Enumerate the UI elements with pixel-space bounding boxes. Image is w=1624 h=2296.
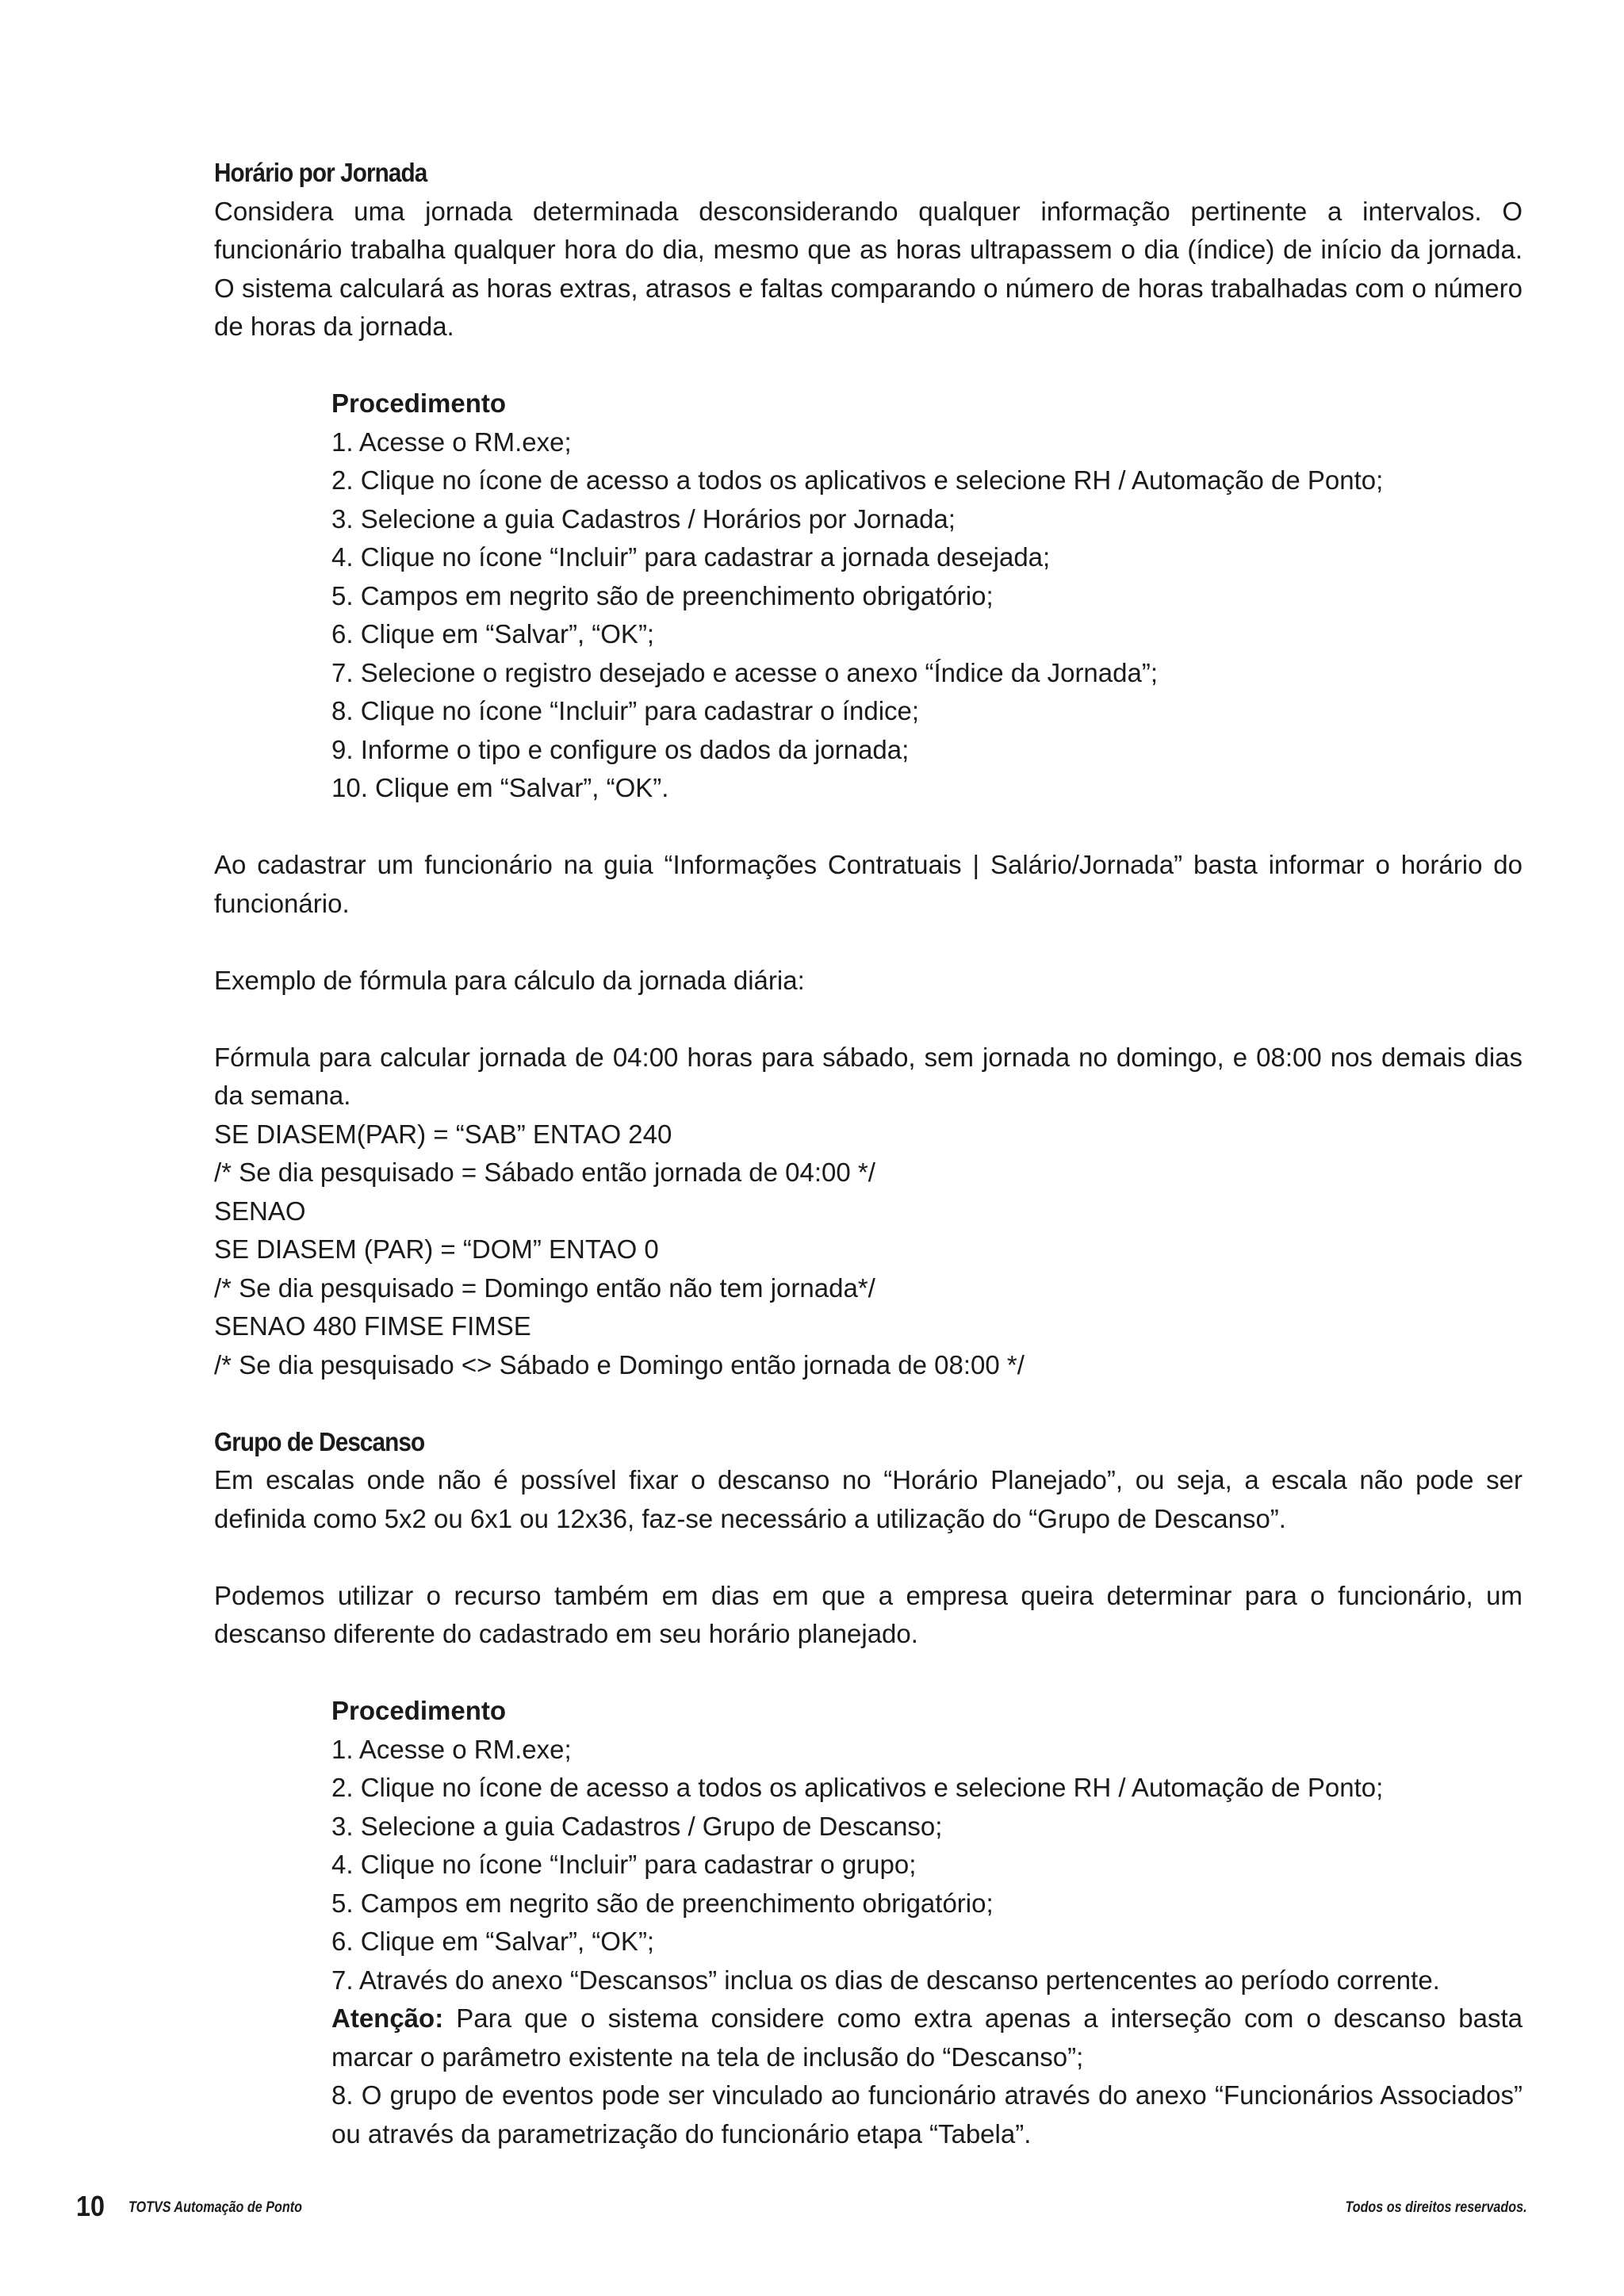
formula-line: SENAO <box>214 1196 306 1226</box>
formula-line: /* Se dia pesquisado = Sábado então jornada de 04:00 */ <box>214 1158 875 1187</box>
procedure-step: 7. Selecione o registro desejado e acesse o anexo “Índice da Jornada”; <box>331 657 1158 687</box>
procedure-step: 6. Clique em “Salvar”, “OK”; <box>331 619 655 649</box>
procedure-step: 1. Acesse o RM.exe; <box>331 427 572 457</box>
section-paragraph: Podemos utilizar o recurso também em dias em que a empresa queira determinar para o funcionário, um descanso diferente do cadastrado em seu horário planejado. <box>214 1580 1522 1648</box>
formula-intro: Fórmula para calcular jornada de 04:00 horas para sábado, sem jornada no domingo, e 08:00 nos demais dias da semana. <box>214 1042 1522 1110</box>
procedure-step: 1. Acesse o RM.exe; <box>331 1734 572 1764</box>
example-intro: Exemplo de fórmula para cálculo da jornada diária: <box>214 965 805 995</box>
section-title-horario-por-jornada: Horário por Jornada <box>214 158 427 187</box>
spacer <box>214 1384 1522 1423</box>
procedure-step: 9. Informe o tipo e configure os dados da jornada; <box>331 734 910 764</box>
procedure-step: 6. Clique em “Salvar”, “OK”; <box>331 1927 655 1956</box>
page-footer <box>76 2190 1527 2221</box>
procedure-step: 7. Através do anexo “Descansos” inclua os dias de descanso pertencentes ao período corrente. <box>331 1965 1440 1995</box>
procedure-title: Procedimento <box>331 1696 507 1725</box>
footer-rights-notice: Todos os direitos reservados. <box>1345 2199 1527 2216</box>
attention-label: Atenção: <box>331 2003 444 2033</box>
section-paragraph: Em escalas onde não é possível fixar o descanso no “Horário Planejado”, ou seja, a escala não pode ser definida como 5x2 ou 6x1 ou 12x36, faz-se necessário a utilização do “Grupo de Descanso”. <box>214 1465 1522 1533</box>
formula-line: SENAO 480 FIMSE FIMSE <box>214 1311 531 1341</box>
spacer <box>214 346 1522 385</box>
page-number: 10 <box>76 2190 105 2222</box>
formula-line: /* Se dia pesquisado = Domingo então não tem jornada*/ <box>214 1272 875 1303</box>
spacer <box>214 1000 1522 1039</box>
formula-line: SE DIASEM(PAR) = “SAB” ENTAO 240 <box>214 1119 672 1149</box>
spacer <box>214 1538 1522 1577</box>
spacer <box>214 923 1522 962</box>
attention-note <box>331 1999 1522 2076</box>
page-content <box>214 154 1522 2153</box>
procedure-step: 3. Selecione a guia Cadastros / Horários por Jornada; <box>331 503 956 534</box>
procedure-block-2 <box>331 1692 1522 2153</box>
procedure-step: 8. Clique no ícone “Incluir” para cadastrar o índice; <box>331 696 920 725</box>
spacer <box>214 808 1522 847</box>
procedure-block-1 <box>331 385 1522 808</box>
footer-document-title: TOTVS Automação de Ponto <box>128 2199 302 2216</box>
procedure-step: 4. Clique no ícone “Incluir” para cadastrar a jornada desejada; <box>331 542 1051 572</box>
procedure-step: 5. Campos em negrito são de preenchimento obrigatório; <box>331 580 994 610</box>
spacer <box>214 1654 1522 1693</box>
procedure-step: 10. Clique em “Salvar”, “OK”. <box>331 773 669 802</box>
procedure-step: 3. Selecione a guia Cadastros / Grupo de Descanso; <box>331 1811 943 1841</box>
section-title-grupo-de-descanso: Grupo de Descanso <box>214 1426 425 1456</box>
after-paragraph: Ao cadastrar um funcionário na guia “Informações Contratuais | Salário/Jornada” basta informar o horário do funcionário. <box>214 850 1522 918</box>
procedure-title: Procedimento <box>331 388 507 418</box>
procedure-step: 4. Clique no ícone “Incluir” para cadastrar o grupo; <box>331 1850 917 1879</box>
procedure-step: 8. O grupo de eventos pode ser vinculado ao funcionário através do anexo “Funcionários Associados” ou através da parametrização do funcionário etapa “Tabela”. <box>331 2080 1522 2149</box>
procedure-step: 2. Clique no ícone de acesso a todos os aplicativos e selecione RH / Automação de Ponto; <box>331 465 1384 495</box>
attention-text: Para que o sistema considere como extra apenas a interseção com o descanso basta marcar o parâmetro existente na tela de inclusão do “Descanso”; <box>331 2003 1522 2072</box>
procedure-step: 2. Clique no ícone de acesso a todos os aplicativos e selecione RH / Automação de Ponto; <box>331 1773 1384 1802</box>
formula-line: /* Se dia pesquisado <> Sábado e Domingo então jornada de 08:00 */ <box>214 1349 1025 1380</box>
formula-code-block <box>214 1115 1522 1385</box>
section-paragraph: Considera uma jornada determinada desconsiderando qualquer informação pertinente a intervalos. O funcionário trabalha qualquer hora do dia, mesmo que as horas ultrapassem o dia (índice) de início da jornada. O sistema calculará as horas extras, atrasos e faltas comparando o número de horas trabalhadas com o número de horas da jornada. <box>214 196 1522 341</box>
formula-line: SE DIASEM (PAR) = “DOM” ENTAO 0 <box>214 1234 659 1264</box>
procedure-step: 5. Campos em negrito são de preenchimento obrigatório; <box>331 1888 994 1918</box>
